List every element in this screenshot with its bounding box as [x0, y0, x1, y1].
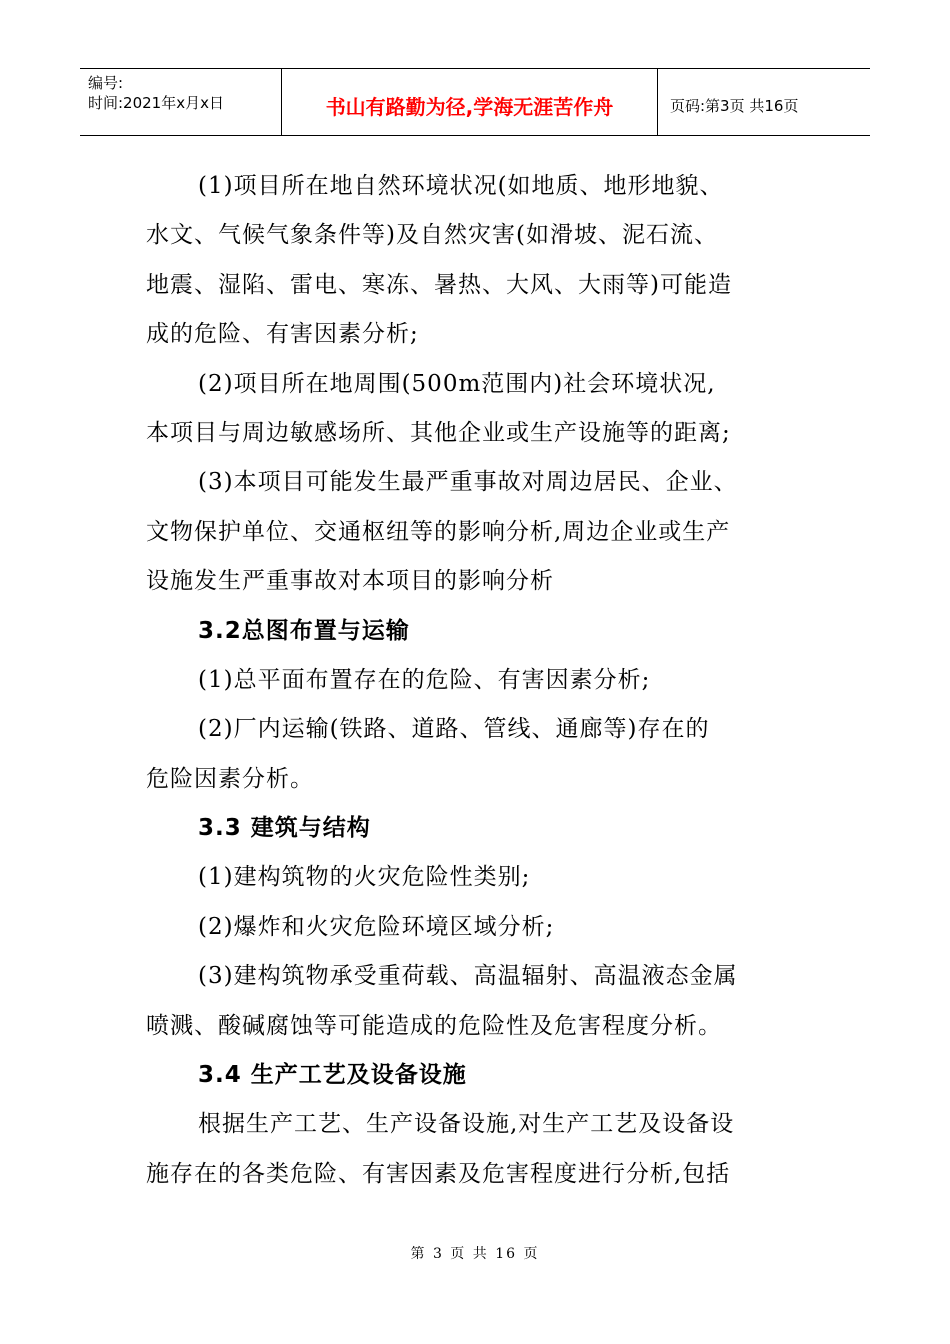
section-heading: 3.3 建筑与结构: [198, 815, 371, 842]
document-body: [146, 162, 796, 1199]
body-text-line: (2)项目所在地周围(500m范围内)社会环境状况,: [198, 370, 716, 397]
body-text-line: 地震、湿陷、雷电、寒冻、暑热、大风、大雨等)可能造: [146, 271, 732, 298]
header-time-label: 时间:2021年x月x日: [88, 94, 224, 112]
body-text-line: 喷溅、酸碱腐蚀等可能造成的危险性及危害程度分析。: [146, 1012, 722, 1039]
body-text-line: 水文、气候气象条件等)及自然灾害(如滑坡、泥石流、: [146, 222, 718, 249]
header-motto: 书山有路勤为径,学海无涯苦作舟: [282, 69, 658, 135]
section-heading: 3.2总图布置与运输: [198, 617, 410, 644]
page-footer: 第 3 页 共 16 页: [410, 1246, 540, 1262]
body-text-line: (1)建构筑物的火灾危险性类别;: [198, 864, 531, 891]
body-text-line: 危险因素分析。: [146, 765, 314, 792]
body-text-line: 根据生产工艺、生产设备设施,对生产工艺及设备设: [198, 1111, 735, 1138]
section-heading: 3.4 生产工艺及设备设施: [198, 1062, 467, 1089]
body-text-line: (2)爆炸和火灾危险环境区域分析;: [198, 913, 555, 940]
body-text-line: (3)建构筑物承受重荷载、高温辐射、高温液态金属: [198, 963, 738, 990]
body-text-line: 本项目与周边敏感场所、其他企业或生产设施等的距离;: [146, 419, 731, 446]
body-text-line: (3)本项目可能发生最严重事故对周边居民、企业、: [198, 469, 738, 496]
header-meta: [80, 69, 282, 135]
body-text-line: 成的危险、有害因素分析;: [146, 321, 419, 348]
body-text-line: (1)总平面布置存在的危险、有害因素分析;: [198, 666, 651, 693]
body-text-line: (1)项目所在地自然环境状况(如地质、地形地貌、: [198, 173, 724, 199]
body-text-line: (2)厂内运输(铁路、道路、管线、通廊等)存在的: [198, 716, 710, 743]
body-text-line: 文物保护单位、交通枢纽等的影响分析,周边企业或生产: [146, 518, 731, 545]
body-text-line: 施存在的各类危险、有害因素及危害程度进行分析,包括: [146, 1160, 731, 1187]
header-page-info: 页码:第3页 共16页: [670, 96, 799, 115]
page-header: [80, 68, 870, 136]
body-text-line: 设施发生严重事故对本项目的影响分析: [146, 568, 554, 595]
header-number-label: 编号:: [88, 74, 124, 92]
